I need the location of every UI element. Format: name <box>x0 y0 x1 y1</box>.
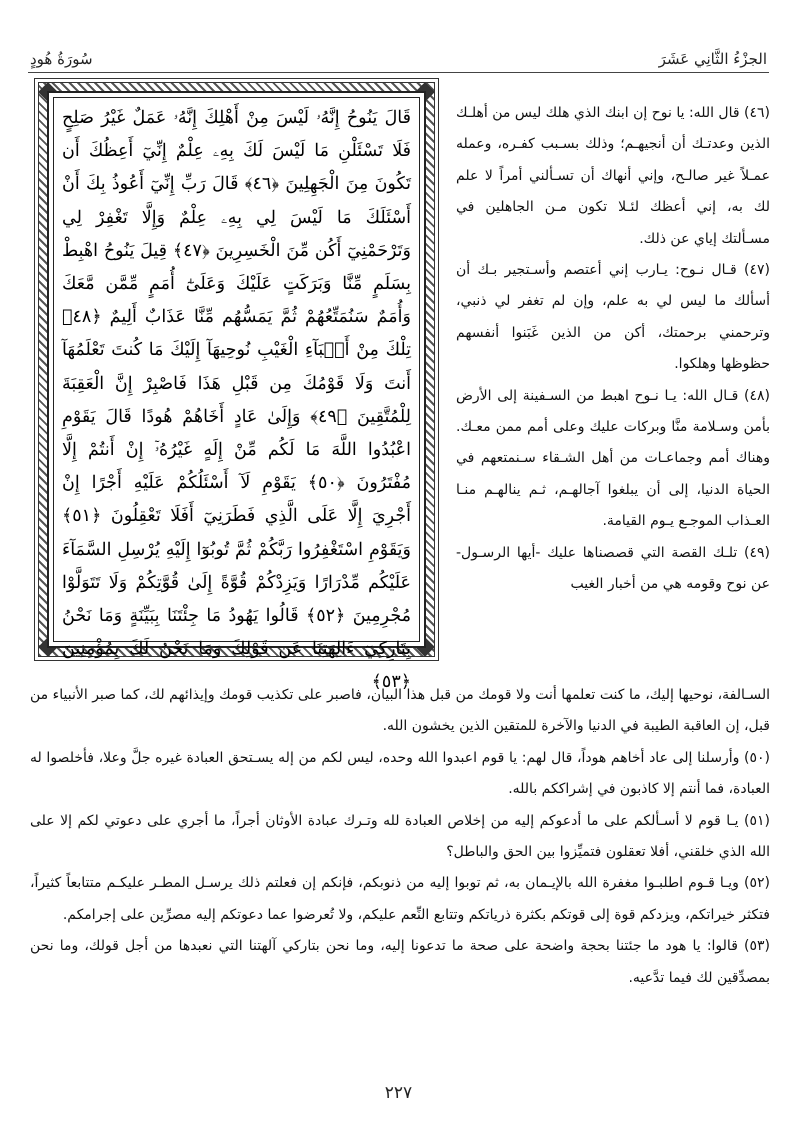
tafsir-paragraph: (٤٩) تلـك القصة التي قصصناها عليك -أيها الرسـول- عن نوح وقومه هي من أخبار الغيب <box>456 544 770 593</box>
tafsir-paragraph: السـالفة، نوحيها إليك، ما كنت تعلمها أنت ولا قومك من قبل هذا البيان، فاصبر على تكذيب قومك وإيذائهم لك، كما صبر الأنبياء من قبل، إن العاقبة الطيبة في الدنيا والآخرة للمتقين الذين يخشون الله. <box>30 687 770 735</box>
tafsir-side-column <box>456 98 770 601</box>
quran-verses: قَالَ يَنُوحُ إِنَّهُۥ لَيْسَ مِنْ أَهْلِكَ إِنَّهُۥ عَمَلٌ غَيْرُ صَلِحٍ فَلَا تَسْئَلْنِ مَا لَيْسَ لَكَ بِهِۦ عِلْمٌ إِنِّيٓ أَعِظُكَ أَن تَكُونَ مِنَ الْجَهِلِينَ ﴿٤٦﴾ قَالَ رَبِّ إِنِّيٓ أَعُوذُ بِكَ أَنْ أَسْئَلَكَ مَا لَيْسَ لِي بِهِۦ عِلْمٌ وَإِلَّا تَغْفِرْ لِي وَتَرْحَمْنِيٓ أَكُن مِّنَ الْخَسِرِينَ ﴿٤٧﴾ قِيلَ يَنُوحُ اهْبِطْ بِسَلَمٍ مِّنَّا وَبَرَكَتٍ عَلَيْكَ وَعَلَىٰٓ أُمَمٍ مِّمَّن مَّعَكَ وَأُمَمٌ سَنُمَتِّعُهُمْ ثُمَّ يَمَسُّهُم مِّنَّا عَذَابٌ أَلِيمٌ ﴿٤٨﴾ تِلْكَ مِنْ أَنۢبَآءِ الْغَيْبِ نُوحِيهَآ إِلَيْكَ مَا كُنتَ تَعْلَمُهَآ أَنتَ وَلَا قَوْمُكَ مِن قَبْلِ هَذَا فَاصْبِرْ إِنَّ الْعَقِبَةَ لِلْمُتَّقِينَ ﴿٤٩﴾ وَإِلَىٰ عَادٍ أَخَاهُمْ هُودًا قَالَ يَقَوْمِ اعْبُدُوا اللَّهَ مَا لَكُم مِّنْ إِلَهٍ غَيْرُهُۥٓ إِنْ أَنتُمْ إِلَّا مُفْتَرُونَ ﴿٥٠﴾ يَقَوْمِ لَآ أَسْئَلُكُمْ عَلَيْهِ أَجْرًا إِنْ أَجْرِيَ إِلَّا عَلَى الَّذِي فَطَرَنِيٓ أَفَلَا تَعْقِلُونَ ﴿٥١﴾ وَيَقَوْمِ اسْتَغْفِرُوا رَبَّكُمْ ثُمَّ تُوبُوٓا إِلَيْهِ يُرْسِلِ السَّمَآءَ عَلَيْكُم مِّدْرَارًا وَيَزِدْكُمْ قُوَّةً إِلَىٰ قُوَّتِكُمْ وَلَا تَتَوَلَّوْا مُجْرِمِينَ ﴿٥٢﴾ قَالُوا يَهُودُ مَا جِئْتَنَا بِبَيِّنَةٍ وَمَا نَحْنُ بِتَارِكِيٓ ءَالِهَتِنَا عَن قَوْلِكَ وَمَا نَحْنُ لَكَ بِمُؤْمِنِينَ ﴿٥٣﴾ <box>62 108 412 693</box>
quran-frame <box>34 78 439 693</box>
tafsir-full-width <box>30 680 770 994</box>
juz-header: الجزْءُ الثَّانِي عَشَرَ <box>658 50 767 68</box>
tafsir-paragraph: (٤٨) قـال الله: يـا نـوح اهبط من السـفينة إلى الأرض بأمن وسـلامة منَّا وبركات عليك وعلى أمم ممن معـك. وهناك أمم وجماعـات من أهل الشـقاء سـنمتعهم في الحياة الدنيا، إلى أن يبلغوا آجالهـم، ثـم ينالهـم منـا العـذاب الموجـع يـوم القيامة. <box>456 387 770 530</box>
tafsir-paragraph: (٥٠) وأرسلنا إلى عاد أخاهم هوداً، قال لهم: يا قوم اعبدوا الله وحده، ليس لكم من إله يسـتحق العبادة غيره جلَّ وعلا، فأخلصوا له العبادة، فما أنتم إلا كاذبون في إشراككم بالله. <box>30 749 770 798</box>
tafsir-paragraph: (٤٦) قال الله: يا نوح إن ابنك الذي هلك ليس من أهلـك الذين وعدتـك أن أنجيهـم؛ وذلك بسـبب كفـره، وعمله عمـلاً غير صالـح، وإني أنهاك أن تسـألني أمراً لا علم لك به، إني أعظك لئـلا تكون مـن الجاهلين في مسـألتك إياي عن ذلك. <box>456 105 770 247</box>
header-divider <box>28 72 769 73</box>
tafsir-paragraph: (٥٣) قالوا: يا هود ما جئتنا بحجة واضحة على صحة ما تدعونا إليه، وما نحن بتاركي آلهتنا التي نعبدها من أجل قولك، وما نحن بمصدِّقين لك فيما تدَّعيه. <box>30 938 770 986</box>
tafsir-paragraph: (٤٧) قـال نـوح: يـارب إني أعتصم وأسـتجير بـك أن أسألك ما ليس لي به علم، وإن لم تغفر لي ذنبي، وترحمني برحمتك، أكن من الذين غَبَنوا أنفسهم حظوظها وهلكوا. <box>456 262 770 373</box>
frame-double-rule <box>47 91 426 693</box>
page-number: ٢٢٧ <box>384 1083 413 1103</box>
surah-header: سُورَةُ هُودٍ <box>30 50 93 68</box>
tafsir-paragraph: (٥٢) ويـا قـوم اطلبـوا مغفرة الله بالإيـمان به، ثم توبوا إليه من ذنوبكم، فإنكم إن فعلتم ذلك يرسـل المطـر عليكـم متتابعاً كثيراً، فتكثر خيراتكم، ويزدكم قوة إلى قوتكم بكثرة ذرياتكم وتتابع النِّعم عليكم، ولا تُعرضوا عما دعوتكم إليه مصرِّين على إجرامكم. <box>30 875 770 923</box>
quran-text-box <box>53 97 420 693</box>
tafsir-paragraph: (٥١) يـا قوم لا أسـألكم على ما أدعوكم إليه من إخلاص العبادة لله وتـرك عبادة الأوثان أجراً، ما أجري على دعوتي لكم إلا على الله الذي خلقني، أفلا تعقلون فتميِّزوا بين الحق والباطل؟ <box>30 812 770 861</box>
